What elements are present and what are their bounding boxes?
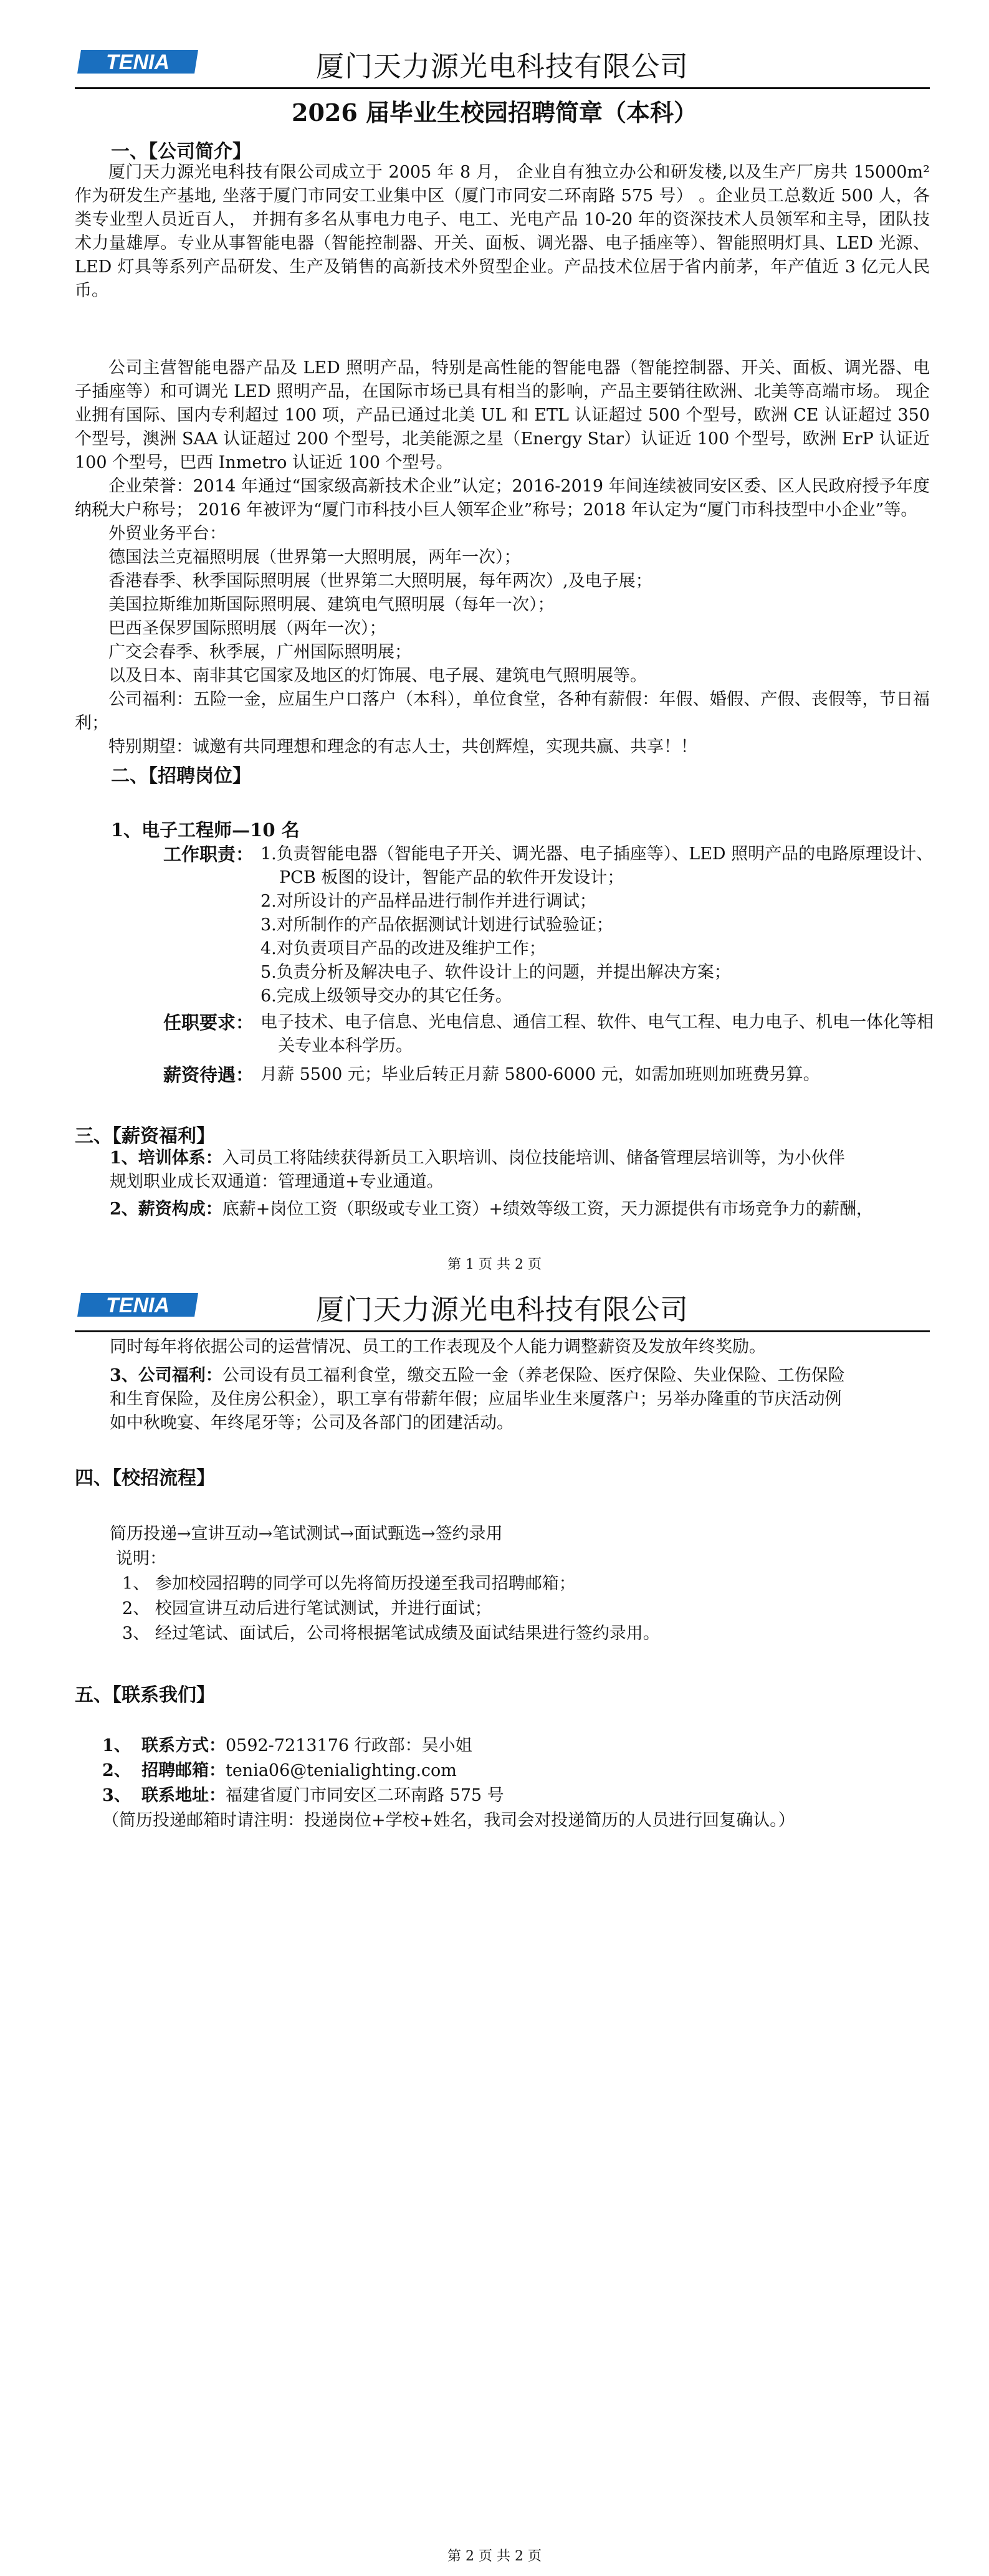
training-text-cont: 规划职业成长双通道：管理通道+专业通道。 <box>110 1172 444 1191</box>
company-benefits-label: 3、公司福利： <box>110 1366 222 1385</box>
company-benefits-text-cont: 如中秋晚宴、年终尾牙等；公司及各部门的团建活动。 <box>110 1413 514 1433</box>
trade-item: 美国拉斯维加斯国际照明展、建筑电气照明展（每年一次）； <box>108 595 555 614</box>
company-name: 厦门天力源光电科技有限公司 <box>315 1293 689 1326</box>
company-benefits-text: 公司设有员工福利食堂，缴交五险一金（养老保险、医疗保险、失业保险、工伤保险 <box>222 1366 845 1385</box>
duty-item: 6.完成上级领导交办的其它任务。 <box>260 986 512 1006</box>
page-number: 第 1 页 共 2 页 <box>447 1257 542 1272</box>
email-link[interactable]: tenia06@tenialighting.com <box>225 1761 457 1780</box>
duty-item: 5.负责分析及解决电子、软件设计上的问题，并提出解决方案； <box>260 963 731 982</box>
salary-structure-label: 2、薪资构成： <box>110 1200 222 1219</box>
logo-text: TENIA <box>106 1294 170 1317</box>
requirement-label: 任职要求： <box>163 1012 254 1033</box>
page-number: 第 2 页 共 2 页 <box>447 2549 542 2564</box>
page-2 <box>0 1281 989 2576</box>
recruitment-flow: 简历投递→宣讲互动→笔试测试→面试甄选→签约录用 <box>110 1524 503 1543</box>
company-benefits-item <box>110 1364 845 1388</box>
duty-item: 4.对负责项目产品的改进及维护工作； <box>260 939 546 958</box>
intro-paragraph-2: 公司主营智能电器产品及 LED 照明产品，特别是高性能的智能电器（智能控制器、开关、面板、调光器、电子插座等）和可调光 LED 照明产品，在国际市场已具有相当的影响，产品主要销往欧洲、北美等高端市场。 现企业拥有国际、国内专利超过 100 项，产品已通过北美 UL 和 ETL 认证超过 500 个型号，欧洲 CE 认证超过 350 个型号，澳洲 SAA 认证超过 200 个型号，北美能源之星（Energy Star）认证近 100 个型号，欧洲 ErP 认证近 100 个型号，巴西 Inmetro 认证近 100 个型号。 <box>75 358 930 472</box>
contact-footnote: （简历投递邮箱时请注明：投递岗位+学校+姓名，我司会对投递简历的人员进行回复确认。） <box>102 1811 795 1830</box>
duty-item: PCB 板图的设计，智能产品的软件开发设计； <box>279 868 624 887</box>
duty-label: 工作职责： <box>163 844 254 865</box>
contact-phone <box>102 1734 472 1758</box>
salary-structure-item <box>110 1198 873 1221</box>
contact-number: 1、 <box>102 1736 131 1755</box>
trade-item: 香港春季、秋季国际照明展（世界第二大照明展，每年两次）,及电子展； <box>108 571 652 591</box>
requirement-text: 关专业本科学历。 <box>278 1036 413 1056</box>
salary-structure-text-cont: 同时每年将依据公司的运营情况、员工的工作表现及个人能力调整薪资及发放年终奖励。 <box>110 1337 766 1357</box>
training-item <box>110 1147 845 1170</box>
welfare-paragraph: 公司福利：五险一金，应届生户口落户（本科），单位食堂，各种有薪假：年假、婚假、产假、丧假等，节日福利； <box>75 690 930 733</box>
contact-label: 联系地址： <box>141 1786 226 1805</box>
section-heading-contact: 五、【联系我们】 <box>75 1684 215 1706</box>
section-heading-process: 四、【校招流程】 <box>75 1467 215 1489</box>
job-title: 1、电子工程师—10 名 <box>111 819 300 841</box>
company-name: 厦门天力源光电科技有限公司 <box>315 50 689 83</box>
logo-text: TENIA <box>106 50 170 74</box>
trade-item: 广交会春季、秋季展，广州国际照明展； <box>108 642 411 662</box>
contact-number: 2、 <box>102 1761 131 1780</box>
contact-email <box>102 1759 457 1783</box>
note-item: 3、 经过笔试、面试后，公司将根据笔试成绩及面试结果进行签约录用。 <box>122 1624 660 1643</box>
duty-item: 3.对所制作的产品依据测试计划进行试验验证； <box>260 915 613 935</box>
trade-platform-title: 外贸业务平台： <box>108 524 226 543</box>
contact-value: 0592-7213176 行政部：吴小姐 <box>225 1736 472 1755</box>
honors-paragraph: 企业荣誉：2014 年通过“国家级高新技术企业”认定；2016-2019 年间连续被同安区委、区人民政府授予年度纳税大户称号； 2016 年被评为“厦门市科技小巨人领军企业”称号；2018 年认定为“厦门市科技型中小企业”等。 <box>75 477 930 520</box>
contact-label: 联系方式： <box>141 1736 226 1755</box>
salary-structure-text: 底薪+岗位工资（职级或专业工资）+绩效等级工资，天力源提供有市场竞争力的薪酬， <box>222 1200 874 1219</box>
section-heading-positions: 二、【招聘岗位】 <box>111 765 251 787</box>
intro-paragraph-1: 厦门天力源光电科技有限公司成立于 2005 年 8 月， 企业自有独立办公和研发楼,以及生产厂房共 15000m² 作为研发生产基地, 坐落于厦门市同安工业集中区（厦门市同安二环南路 575 号） 。企业员工总数近 500 人，各类专业型人员近百人， 并拥有多名从事电力电子、电工、光电产品 10-20 年的资深技术人员领军和主导，团队技术力量雄厚。专业从事智能电器（智能控制器、开关、面板、调光器、电子插座等）、智能照明灯具、LED 光源、LED 灯具等系列产品研发、生产及销售的高新技术外贸型企业。产品技术位居于省内前茅，年产值近 3 亿元人民币。 <box>75 163 930 300</box>
salary-label: 薪资待遇： <box>163 1064 254 1085</box>
note-item: 2、 校园宣讲互动后进行笔试测试，并进行面试； <box>122 1599 492 1618</box>
contact-label: 招聘邮箱： <box>141 1761 226 1780</box>
trade-item: 德国法兰克福照明展（世界第一大照明展，两年一次）； <box>108 548 521 567</box>
contact-number: 3、 <box>102 1786 131 1805</box>
requirement-text: 电子技术、电子信息、光电信息、通信工程、软件、电气工程、电力电子、机电一体化等相 <box>260 1013 934 1032</box>
training-label: 1、培训体系： <box>110 1148 222 1168</box>
training-text: 入司员工将陆续获得新员工入职培训、岗位技能培训、储备管理层培训等，为小伙伴 <box>222 1148 845 1168</box>
special-expectation: 特别期望：诚邀有共同理想和理念的有志人士，共创辉煌，实现共赢、共享！！ <box>108 737 697 756</box>
letterhead <box>75 1281 930 1332</box>
section-heading-company: 一、【公司简介】 <box>111 141 251 163</box>
trade-item: 巴西圣保罗国际照明展（两年一次）； <box>108 619 386 638</box>
duty-item: 2.对所设计的产品样品进行制作并进行调试； <box>260 892 596 911</box>
contact-value: 福建省厦门市同安区二环南路 575 号 <box>225 1786 504 1805</box>
page-1 <box>0 0 989 1281</box>
duty-item: 1.负责智能电器（智能电子开关、调光器、电子插座等）、LED 照明产品的电路原理设计、 <box>260 844 934 864</box>
note-item: 1、 参加校园招聘的同学可以先将简历投递至我司招聘邮箱； <box>122 1574 576 1593</box>
contact-address <box>102 1784 504 1808</box>
section-heading-benefits: 三、【薪资福利】 <box>75 1125 215 1147</box>
note-label: 说明： <box>116 1549 166 1568</box>
letterhead <box>75 37 930 89</box>
trade-item: 以及日本、南非其它国家及地区的灯饰展、电子展、建筑电气照明展等。 <box>108 666 647 685</box>
salary-text: 月薪 5500 元；毕业后转正月薪 5800-6000 元，如需加班则加班费另算。 <box>260 1065 820 1084</box>
document-title: 2026 届毕业生校园招聘简章（本科） <box>292 98 697 126</box>
company-benefits-text-cont: 和生育保险，及住房公积金），职工享有带薪年假；应届毕业生来厦落户；另举办隆重的节庆活动例 <box>110 1390 842 1409</box>
